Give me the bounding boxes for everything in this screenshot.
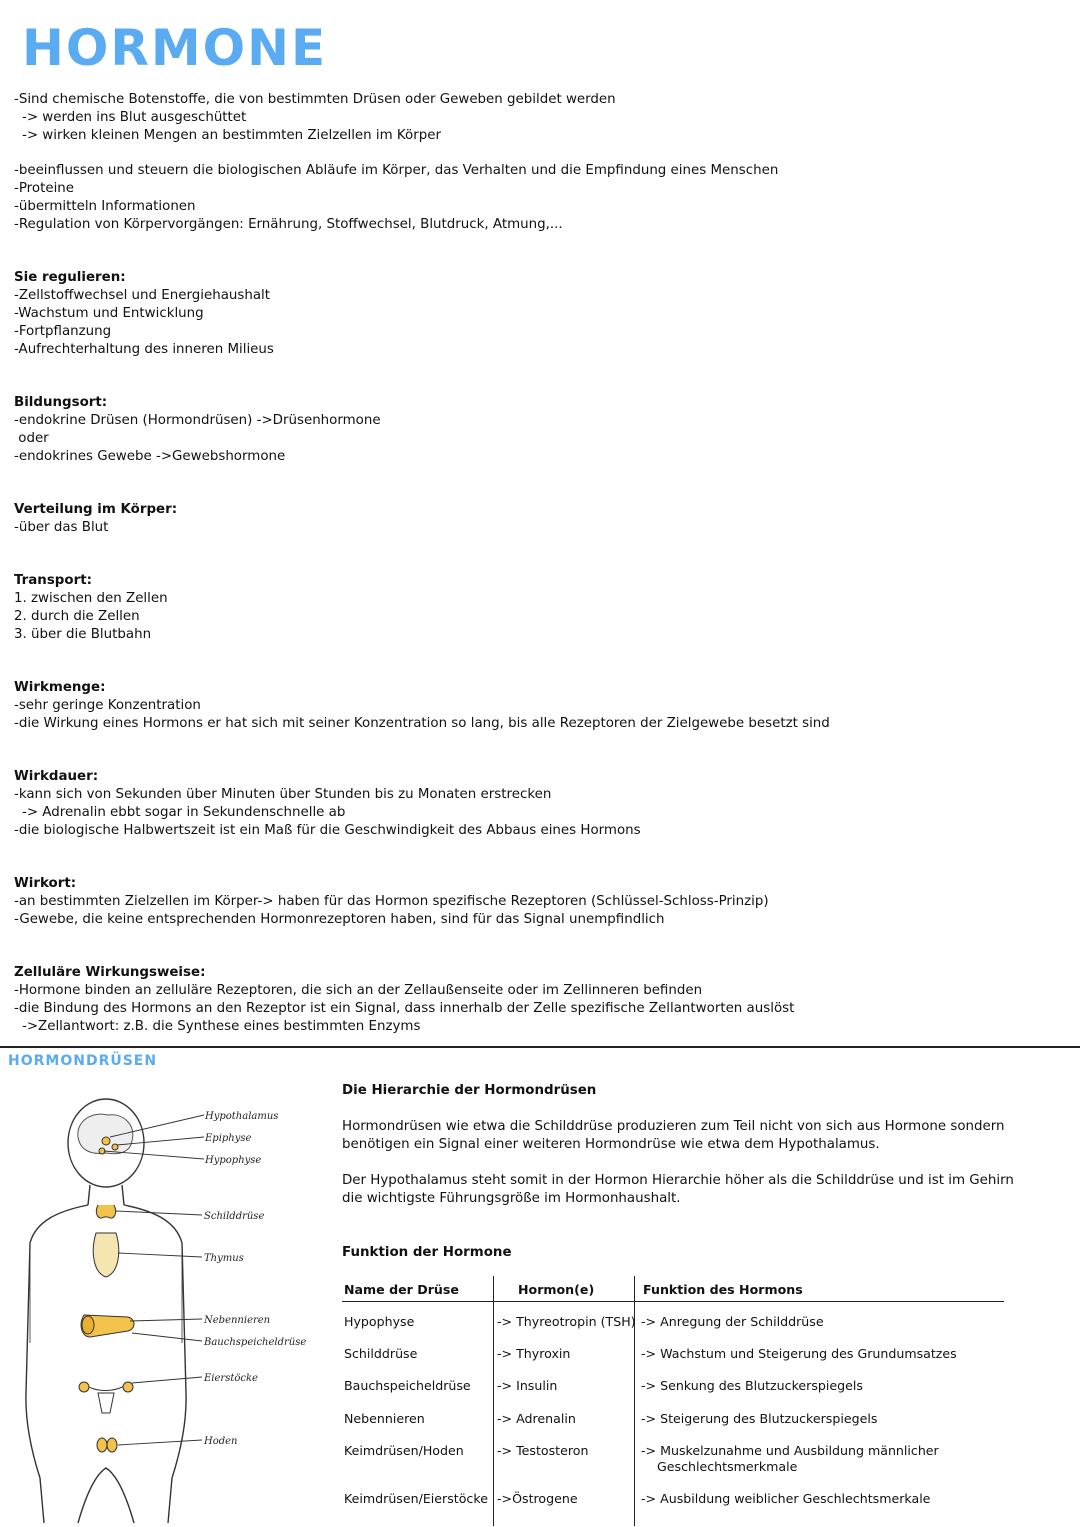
list-item: -an bestimmten Zielzellen im Körper-> haben für das Hormon spezifische Rezeptoren (Schlüssel-Schloss-Prinzip)	[14, 894, 769, 909]
list-item: -die Bindung des Hormons an den Rezeptor ist ein Signal, dass innerhalb der Zelle spezifische Zellantworten auslöst	[14, 1001, 795, 1016]
figure-label: Hypothalamus	[205, 1111, 279, 1122]
intro-line: -> wirken kleinen Mengen an bestimmten Zielzellen im Körper	[22, 128, 441, 143]
hierarchy-text: Hormondrüsen wie etwa die Schilddrüse produzieren zum Teil nicht von sich aus Hormone sondern	[342, 1119, 1005, 1134]
glands-heading: HORMONDRÜSEN	[8, 1053, 158, 1069]
intro-line: -> werden ins Blut ausgeschüttet	[22, 110, 247, 125]
list-item: -endokrine Drüsen (Hormondrüsen) ->Drüsenhormone	[14, 413, 381, 428]
section-divider	[0, 1046, 1080, 1048]
table-cell: -> Thyroxin	[497, 1346, 571, 1361]
figure-label: Schilddrüse	[204, 1211, 265, 1222]
list-item: -Wachstum und Entwicklung	[14, 306, 204, 321]
table-cell: -> Insulin	[497, 1378, 558, 1393]
list-item: 2. durch die Zellen	[14, 609, 140, 624]
list-item: -Fortpflanzung	[14, 324, 112, 339]
testis-marker	[107, 1438, 117, 1452]
list-item: ->Zellantwort: z.B. die Synthese eines bestimmten Enzyms	[22, 1019, 421, 1034]
legs-outline	[78, 1468, 134, 1523]
table-header: Name der Drüse	[344, 1282, 459, 1297]
intro-line: -Regulation von Körpervorgängen: Ernährung, Stoffwechsel, Blutdruck, Atmung,...	[14, 217, 563, 232]
table-cell: Keimdrüsen/Eierstöcke	[344, 1491, 488, 1506]
section-heading: Sie regulieren:	[14, 270, 126, 285]
intro-line: -Sind chemische Botenstoffe, die von bestimmten Drüsen oder Geweben gebildet werden	[14, 92, 616, 107]
table-cell: Nebennieren	[344, 1411, 425, 1426]
section-heading: Wirkmenge:	[14, 680, 106, 695]
table-cell: -> Ausbildung weiblicher Geschlechtsmerkale	[641, 1491, 931, 1506]
table-cell: -> Steigerung des Blutzuckerspiegels	[641, 1411, 878, 1426]
table-cell: Bauchspeicheldrüse	[344, 1378, 471, 1393]
table-cell: -> Testosteron	[497, 1443, 589, 1458]
section-heading: Verteilung im Körper:	[14, 502, 178, 517]
adrenal-marker	[82, 1316, 94, 1334]
hypothalamus-marker	[102, 1137, 110, 1145]
hierarchy-text: Der Hypothalamus steht somit in der Hormon Hierarchie höher als die Schilddrüse und ist im Gehirn	[342, 1173, 1014, 1188]
table-cell: -> Senkung des Blutzuckerspiegels	[641, 1378, 863, 1393]
list-item: -Hormone binden an zelluläre Rezeptoren, die sich an der Zellaußenseite oder im Zellinneren befinden	[14, 983, 703, 998]
figure-label: Epiphyse	[205, 1133, 252, 1144]
list-item: oder	[14, 431, 49, 446]
list-item: -endokrines Gewebe ->Gewebshormone	[14, 449, 286, 464]
ovary-marker	[79, 1382, 89, 1392]
list-item: 1. zwischen den Zellen	[14, 591, 168, 606]
table-cell: Hypophyse	[344, 1314, 415, 1329]
list-item: -über das Blut	[14, 520, 109, 535]
intro-line: -Proteine	[14, 181, 75, 196]
table-cell: -> Wachstum und Steigerung des Grundumsatzes	[641, 1346, 957, 1361]
hierarchy-text: die wichtigste Führungsgröße im Hormonhaushalt.	[342, 1191, 681, 1206]
figure-label: Hoden	[204, 1436, 238, 1447]
section-heading: Bildungsort:	[14, 395, 108, 410]
table-header: Hormon(e)	[518, 1282, 595, 1297]
neck-outline	[88, 1185, 124, 1205]
list-item: -Aufrechterhaltung des inneren Milieus	[14, 342, 274, 357]
table-cell: Keimdrüsen/Hoden	[344, 1443, 464, 1458]
intro-line: -beeinflussen und steuern die biologischen Abläufe im Körper, das Verhalten und die Empfindung eines Menschen	[14, 163, 779, 178]
list-item: -die biologische Halbwertszeit ist ein Maß für die Geschwindigkeit des Abbaus eines Hormons	[14, 823, 641, 838]
hormone-table	[342, 1276, 1004, 1526]
left-body-outline	[26, 1205, 88, 1523]
figure-label: Hypophyse	[205, 1155, 262, 1166]
function-heading: Funktion der Hormone	[342, 1245, 512, 1260]
right-body-outline	[124, 1205, 186, 1523]
page-title: HORMONE	[22, 19, 328, 77]
figure-label: Thymus	[204, 1253, 244, 1264]
section-heading: Transport:	[14, 573, 92, 588]
thyroid-marker	[96, 1205, 115, 1218]
list-item: -> Adrenalin ebbt sogar in Sekundenschnelle ab	[22, 805, 346, 820]
table-cell: -> Thyreotropin (TSH)	[497, 1314, 636, 1329]
table-cell: -> Muskelzunahme und Ausbildung männlicher Geschlechtsmerkmale	[641, 1443, 939, 1474]
thymus-marker	[93, 1233, 119, 1277]
figure-label: Bauchspeicheldrüse	[204, 1337, 307, 1348]
figure-label: Eierstöcke	[204, 1373, 258, 1384]
section-heading: Zelluläre Wirkungsweise:	[14, 965, 206, 980]
intro-line: -übermitteln Informationen	[14, 199, 196, 214]
ovary-marker	[123, 1382, 133, 1392]
section-heading: Wirkdauer:	[14, 769, 99, 784]
table-header-rule	[342, 1301, 1004, 1302]
table-cell: Schilddrüse	[344, 1346, 418, 1361]
table-cell: -> Anregung der Schilddrüse	[641, 1314, 824, 1329]
list-item: -die Wirkung eines Hormons er hat sich mit seiner Konzentration so lang, bis alle Rezeptoren der Zielgewebe besetzt sind	[14, 716, 830, 731]
column-divider	[493, 1276, 494, 1526]
testis-marker	[97, 1438, 107, 1452]
table-cell: -> Adrenalin	[497, 1411, 576, 1426]
table-cell: ->Östrogene	[497, 1491, 578, 1506]
list-item: -Gewebe, die keine entsprechenden Hormonrezeptoren haben, sind für das Signal unempfindlich	[14, 912, 665, 927]
table-header: Funktion des Hormons	[643, 1282, 803, 1297]
list-item: -sehr geringe Konzentration	[14, 698, 201, 713]
list-item: -Zellstoffwechsel und Energiehaushalt	[14, 288, 271, 303]
section-heading: Wirkort:	[14, 876, 77, 891]
list-item: -kann sich von Sekunden über Minuten über Stunden bis zu Monaten erstrecken	[14, 787, 552, 802]
hierarchy-heading: Die Hierarchie der Hormondrüsen	[342, 1083, 597, 1098]
list-item: 3. über die Blutbahn	[14, 627, 152, 642]
endocrine-glands-figure	[18, 1093, 307, 1523]
figure-label: Nebennieren	[204, 1315, 271, 1326]
hierarchy-text: benötigen ein Signal einer weiteren Hormondrüse wie etwa dem Hypothalamus.	[342, 1137, 880, 1152]
